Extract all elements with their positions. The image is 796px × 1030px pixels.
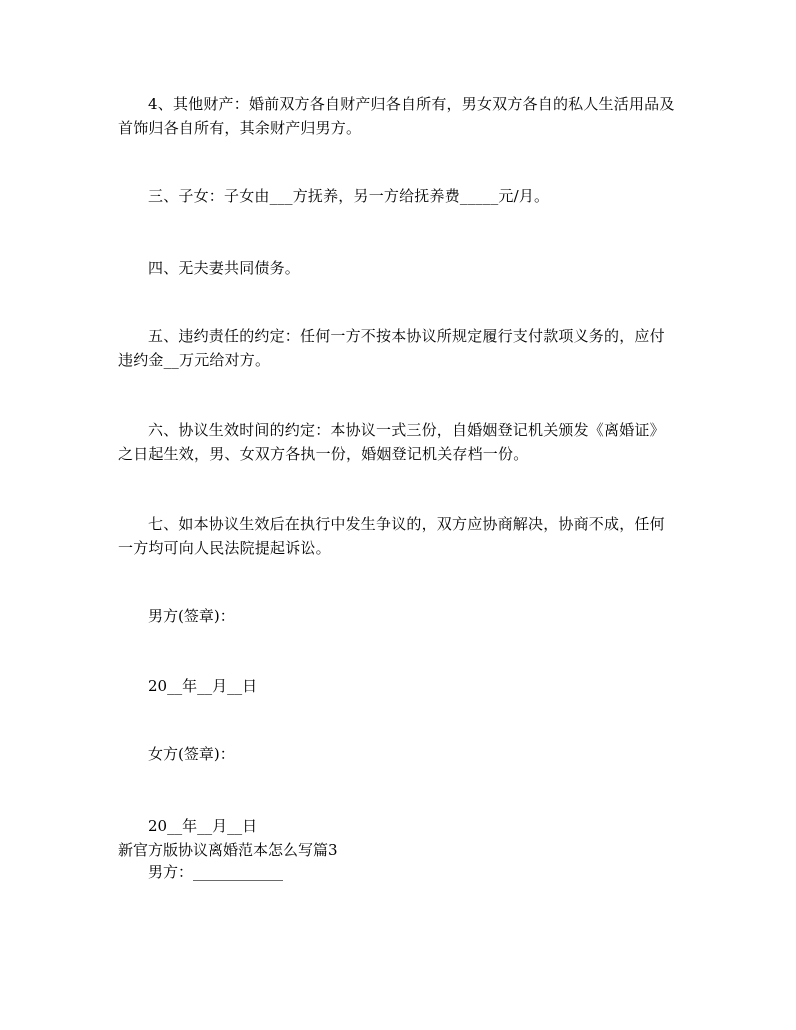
paragraph-breach-liability: 五、违约责任的约定：任何一方不按本协议所规定履行支付款项义务的，应付违约金__万元给对方。 bbox=[118, 327, 665, 369]
section-title: 新官方版协议离婚范本怎么写篇3 bbox=[118, 841, 338, 859]
signature-date-1: 20__年__月__日 bbox=[148, 677, 258, 695]
female-signature-label: 女方(签章)： bbox=[148, 745, 235, 763]
paragraph-children: 三、子女：子女由___方抚养，另一方给抚养费_____元/月。 bbox=[148, 187, 550, 205]
male-signature-label: 男方(签章)： bbox=[148, 607, 235, 625]
signature-date-2: 20__年__月__日 bbox=[148, 817, 258, 835]
paragraph-disputes: 七、如本协议生效后在执行中发生争议的，双方应协商解决，协商不成，任何一方均可向人民法院提起诉讼。 bbox=[118, 515, 665, 557]
paragraph-other-property: 4、其他财产：婚前双方各自财产归各自所有，男女双方各自的私人生活用品及首饰归各自所有，其余财产归男方。 bbox=[118, 95, 675, 137]
paragraph-no-debts: 四、无夫妻共同债务。 bbox=[148, 259, 301, 277]
paragraph-effective-time: 六、协议生效时间的约定：本协议一式三份，自婚姻登记机关颁发《离婚证》之日起生效，男、女双方各执一份，婚姻登记机关存档一份。 bbox=[118, 421, 665, 463]
male-name-line: 男方：____________ bbox=[148, 863, 284, 881]
